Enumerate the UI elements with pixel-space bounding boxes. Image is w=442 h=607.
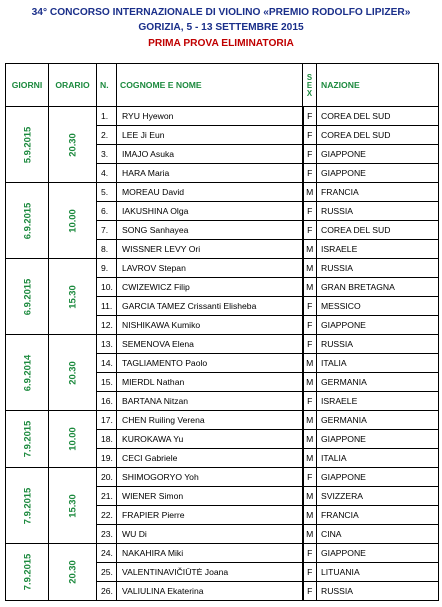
row-number: 25. [97,563,117,582]
day-cell [6,468,49,544]
competitor-name: CWIZEWICZ Filip [117,278,303,297]
competitor-sex: M [303,449,317,468]
competitor-name: WIENER Simon [117,487,303,506]
competitor-name: MIERDL Nathan [117,373,303,392]
competitor-nation: RUSSIA [317,335,439,354]
day-cell [6,107,49,183]
competitor-sex: M [303,411,317,430]
competitor-sex: M [303,183,317,202]
table-row [6,107,439,126]
day-label: 7.9.2015 [21,487,32,524]
competitor-sex: M [303,278,317,297]
day-label: 5.9.2015 [21,126,32,163]
competitor-name: TAGLIAMENTO Paolo [117,354,303,373]
competitor-sex: F [303,468,317,487]
competitor-name: SHIMOGORYO Yoh [117,468,303,487]
competitor-name: VALENTINAVIČIŪTĖ Joana [117,563,303,582]
time-label: 10.00 [66,208,78,233]
competition-title: 34° CONCORSO INTERNAZIONALE DI VIOLINO «PREMIO RODOLFO LIPIZER» [31,7,411,18]
competitor-nation: RUSSIA [317,202,439,221]
competitor-name: MOREAU David [117,183,303,202]
row-number: 21. [97,487,117,506]
time-cell [49,183,97,259]
competitor-name: WISSNER LEVY Ori [117,240,303,259]
competitor-name: LAVROV Stepan [117,259,303,278]
row-number: 1. [97,107,117,126]
row-number: 8. [97,240,117,259]
competitor-sex: F [303,392,317,411]
competitor-sex: M [303,525,317,544]
row-number: 10. [97,278,117,297]
time-cell [49,335,97,411]
competitor-name: FRAPIER Pierre [117,506,303,525]
time-label: 20.30 [66,560,78,584]
competitor-sex: F [303,563,317,582]
table-row [6,259,439,278]
day-cell [6,544,49,601]
time-label: 15.30 [66,493,78,518]
time-label: 20.30 [66,132,78,157]
row-number: 14. [97,354,117,373]
competitor-nation: GERMANIA [317,373,439,392]
day-label: 7.9.2015 [21,420,32,458]
competitor-nation: ITALIA [317,354,439,373]
row-number: 2. [97,126,117,145]
schedule-table [5,63,439,601]
competitor-sex: M [303,506,317,525]
competitor-nation: GRAN BRETAGNA [317,278,439,297]
competitor-nation: MESSICO [317,297,439,316]
competitor-sex: F [303,107,317,126]
day-cell [6,259,49,335]
competitor-name: SONG Sanhayea [117,221,303,240]
day-label: 6.9.2015 [21,202,32,239]
competitor-name: LEE Ji Eun [117,126,303,145]
table-body [6,107,439,601]
col-nazione: NAZIONE [317,64,439,107]
col-sex-s: S [306,72,313,82]
competitor-name: GARCIA TAMEZ Crissanti Elisheba [117,297,303,316]
competitor-sex: M [303,354,317,373]
row-number: 18. [97,430,117,449]
competitor-nation: GIAPPONE [317,468,439,487]
time-cell [49,544,97,601]
competitor-nation: RUSSIA [317,582,439,601]
competitor-sex: M [303,259,317,278]
round-title: PRIMA PROVA ELIMINATORIA [148,38,294,49]
time-label: 20.30 [66,360,78,385]
table-row [6,183,439,202]
row-number: 11. [97,297,117,316]
competitor-name: BARTANA Nitzan [117,392,303,411]
competitor-nation: ISRAELE [317,392,439,411]
competitor-nation: GIAPPONE [317,145,439,164]
time-cell [49,259,97,335]
table-row [6,544,439,563]
competitor-nation: GIAPPONE [317,164,439,183]
competitor-nation: GIAPPONE [317,316,439,335]
competitor-nation: GIAPPONE [317,544,439,563]
competitor-name: VALIULINA Ekaterina [117,582,303,601]
row-number: 24. [97,544,117,563]
competitor-sex: M [303,373,317,392]
competition-dates: GORIZIA, 5 - 13 SETTEMBRE 2015 [138,22,304,33]
col-n: N. [97,64,117,107]
competitor-name: NISHIKAWA Kumiko [117,316,303,335]
competitor-nation: COREA DEL SUD [317,126,439,145]
time-cell [49,411,97,468]
row-number: 6. [97,202,117,221]
competitor-sex: F [303,544,317,563]
col-giorni: GIORNI [6,64,49,107]
competitor-name: CHEN Ruiling Verena [117,411,303,430]
row-number: 9. [97,259,117,278]
competitor-name: IMAJO Asuka [117,145,303,164]
col-orario: ORARIO [49,64,97,107]
row-number: 22. [97,506,117,525]
table-header-row [6,64,439,107]
row-number: 12. [97,316,117,335]
row-number: 17. [97,411,117,430]
time-cell [49,107,97,183]
competitor-nation: COREA DEL SUD [317,221,439,240]
col-sex-e: E [306,80,313,90]
competitor-name: RYU Hyewon [117,107,303,126]
col-sex-x: X [306,88,313,98]
table-row [6,411,439,430]
competitor-sex: F [303,202,317,221]
day-label: 6.9.2015 [21,278,32,315]
day-cell [6,183,49,259]
competitor-nation: CINA [317,525,439,544]
row-number: 23. [97,525,117,544]
row-number: 26. [97,582,117,601]
row-number: 20. [97,468,117,487]
table-row [6,335,439,354]
competitor-nation: GIAPPONE [317,430,439,449]
row-number: 13. [97,335,117,354]
competitor-name: IAKUSHINA Olga [117,202,303,221]
row-number: 3. [97,145,117,164]
time-label: 10.00 [66,427,78,451]
competitor-name: NAKAHIRA Miki [117,544,303,563]
day-label: 6.9.2014 [21,354,32,391]
col-nome: COGNOME E NOME [117,64,303,107]
competitor-nation: RUSSIA [317,259,439,278]
time-label: 15.30 [66,284,78,309]
row-number: 15. [97,373,117,392]
competitor-sex: M [303,430,317,449]
competitor-name: WU Di [117,525,303,544]
row-number: 19. [97,449,117,468]
competitor-nation: ITALIA [317,449,439,468]
table-row [6,468,439,487]
competitor-nation: SVIZZERA [317,487,439,506]
competitor-name: HARA Maria [117,164,303,183]
time-cell [49,468,97,544]
competitor-name: SEMENOVA Elena [117,335,303,354]
competitor-sex: F [303,335,317,354]
competitor-sex: M [303,240,317,259]
competitor-nation: GERMANIA [317,411,439,430]
day-cell [6,411,49,468]
row-number: 5. [97,183,117,202]
day-label: 7.9.2015 [21,553,32,591]
competitor-sex: M [303,487,317,506]
competitor-nation: FRANCIA [317,183,439,202]
competitor-sex: F [303,582,317,601]
day-cell [6,335,49,411]
competitor-sex: F [303,316,317,335]
row-number: 16. [97,392,117,411]
competitor-nation: COREA DEL SUD [317,107,439,126]
competitor-nation: ISRAELE [317,240,439,259]
competitor-sex: F [303,164,317,183]
competitor-sex: F [303,297,317,316]
competitor-nation: FRANCIA [317,506,439,525]
competitor-name: CECI Gabriele [117,449,303,468]
competitor-sex: F [303,221,317,240]
row-number: 7. [97,221,117,240]
competitor-sex: F [303,145,317,164]
row-number: 4. [97,164,117,183]
competitor-name: KUROKAWA Yu [117,430,303,449]
col-sex [303,64,317,107]
competitor-sex: F [303,126,317,145]
competitor-nation: LITUANIA [317,563,439,582]
